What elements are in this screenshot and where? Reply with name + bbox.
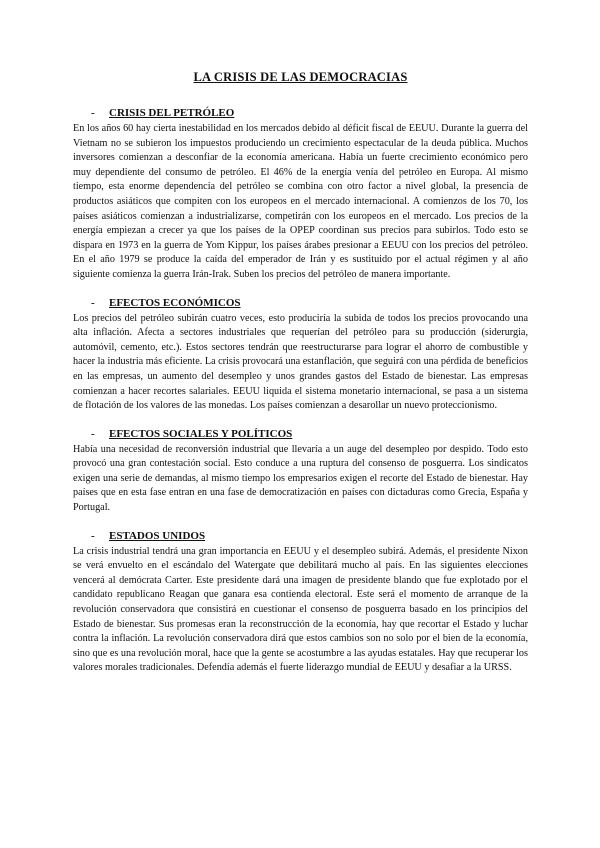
- document-title: LA CRISIS DE LAS DEMOCRACIAS: [193, 70, 408, 84]
- section-heading: [91, 297, 528, 309]
- bullet-dash: -: [91, 529, 95, 542]
- section-paragraph: Había una necesidad de reconversión industrial que llevaría a un auge del desempleo por despido. Todo esto provocó una gran contestación social. Esto conduce a una ruptura del consenso de posguerra. Los sindicatos exigen una serie de demandas, al mismo tiempo los empresarios exigen el recorte del Estado de bienestar. Hay países que en esta fase entran en una fase de democratización en países con dictaduras como Grecia, España y Portugal.: [73, 443, 528, 514]
- section-heading-text: EFECTOS ECONÓMICOS: [109, 296, 241, 309]
- section-efectos-economicos: [73, 297, 528, 414]
- section-paragraph: En los años 60 hay cierta inestabilidad en los mercados debido al déficit fiscal de EEUU. Durante la guerra del Vietnam no se subieron los impuestos produciendo un crecimiento espectacular de la deuda pública. Muchos inversores comienzan a desconfiar de la economía americana. Había un fuerte crecimiento económico pero muy dependiente del consumo de petróleo. El 46% de la energía venía del petróleo en Europa. Al mismo tiempo, esta enorme dependencia del petróleo se combina con otro factor a nivel global, la presencia de productos asiáticos que compiten con los europeos en el mercado internacional. A comienzos de los 70, los países asiáticos comienzan a industrializarse, competirán con los europeos en el mercado. Los precios de la energía empiezan a crecer ya que los países de la OPEP coordinan sus precios para subirlos. Todo esto se dispara en 1973 en la guerra de Yom Kippur, los países árabes presionar a EEUU con los precios del petróleo. En el año 1979 se produce la caída del emperador de Irán y es sustituido por el actual régimen y al año siguiente comienza la guerra Irán-Irak. Suben los precios del petróleo de manera importante.: [73, 123, 528, 280]
- section-heading-text: EFECTOS SOCIALES Y POLÍTICOS: [109, 427, 293, 440]
- section-heading: [91, 530, 528, 542]
- section-heading: [91, 428, 528, 440]
- bullet-dash: -: [91, 107, 95, 119]
- section-heading-text: CRISIS DEL PETRÓLEO: [109, 107, 235, 119]
- bullet-dash: -: [91, 427, 95, 440]
- section-crisis-petroleo: [73, 107, 528, 283]
- section-heading: [91, 107, 528, 119]
- section-paragraph: Los precios del petróleo subirán cuatro veces, esto produciría la subida de todos los precios provocando una alta inflación. Afecta a sectores industriales que requerían del petróleo para su producción (siderurgia, automóvil, cemento, etc.). Estos sectores tendrán que reestructurarse para lograr el ahorro de combustible y hacer la industria más eficiente. La crisis provocará una estanflación, que seguirá con una pérdida de beneficios en las empresas, un aumento del desempleo y unos grandes gastos del Estado de bienestar. Las empresas comienzan a hacer recortes salariales. EEUU liquida el sistema monetario internacional, se pasa a un sistema de flotación de los valores de las monedas. Los países comienzan a desarollar un nuevo proteccionismo.: [73, 312, 528, 412]
- section-efectos-sociales: [73, 428, 528, 516]
- section-heading-text: ESTADOS UNIDOS: [109, 529, 206, 542]
- section-estados-unidos: [73, 530, 528, 676]
- document-page: [73, 70, 528, 690]
- bullet-dash: -: [91, 296, 95, 309]
- section-paragraph: La crisis industrial tendrá una gran importancia en EEUU y el desempleo subirá. Además, el presidente Nixon se verá envuelto en el escándalo del Watergate que debilitará mucho al país. En las siguientes elecciones vencerá al demócrata Carter. Este presidente dará una imagen de presidente blando que fue explotado por el candidato republicano Reagan que ganara esa contienda electoral. Este será el momento de arranque de la revolución conservadora que consistirá en cuestionar el consenso de posguerra basado en los principios del Estado de bienestar. Sus promesas eran la reconstrucción de la economía, hay que recortar el Estado y luchar contra la inflación. La revolución conservadora dirá que estos cambios son no solo por el bien de la economía, sino que es una revolución moral, hace que la gente se acostumbre a las ayudas estatales. Hay que recuperar los valores morales tradicionales. Defendía además el fuerte liderazgo mundial de EEUU y desafiar a la URSS.: [73, 545, 528, 674]
